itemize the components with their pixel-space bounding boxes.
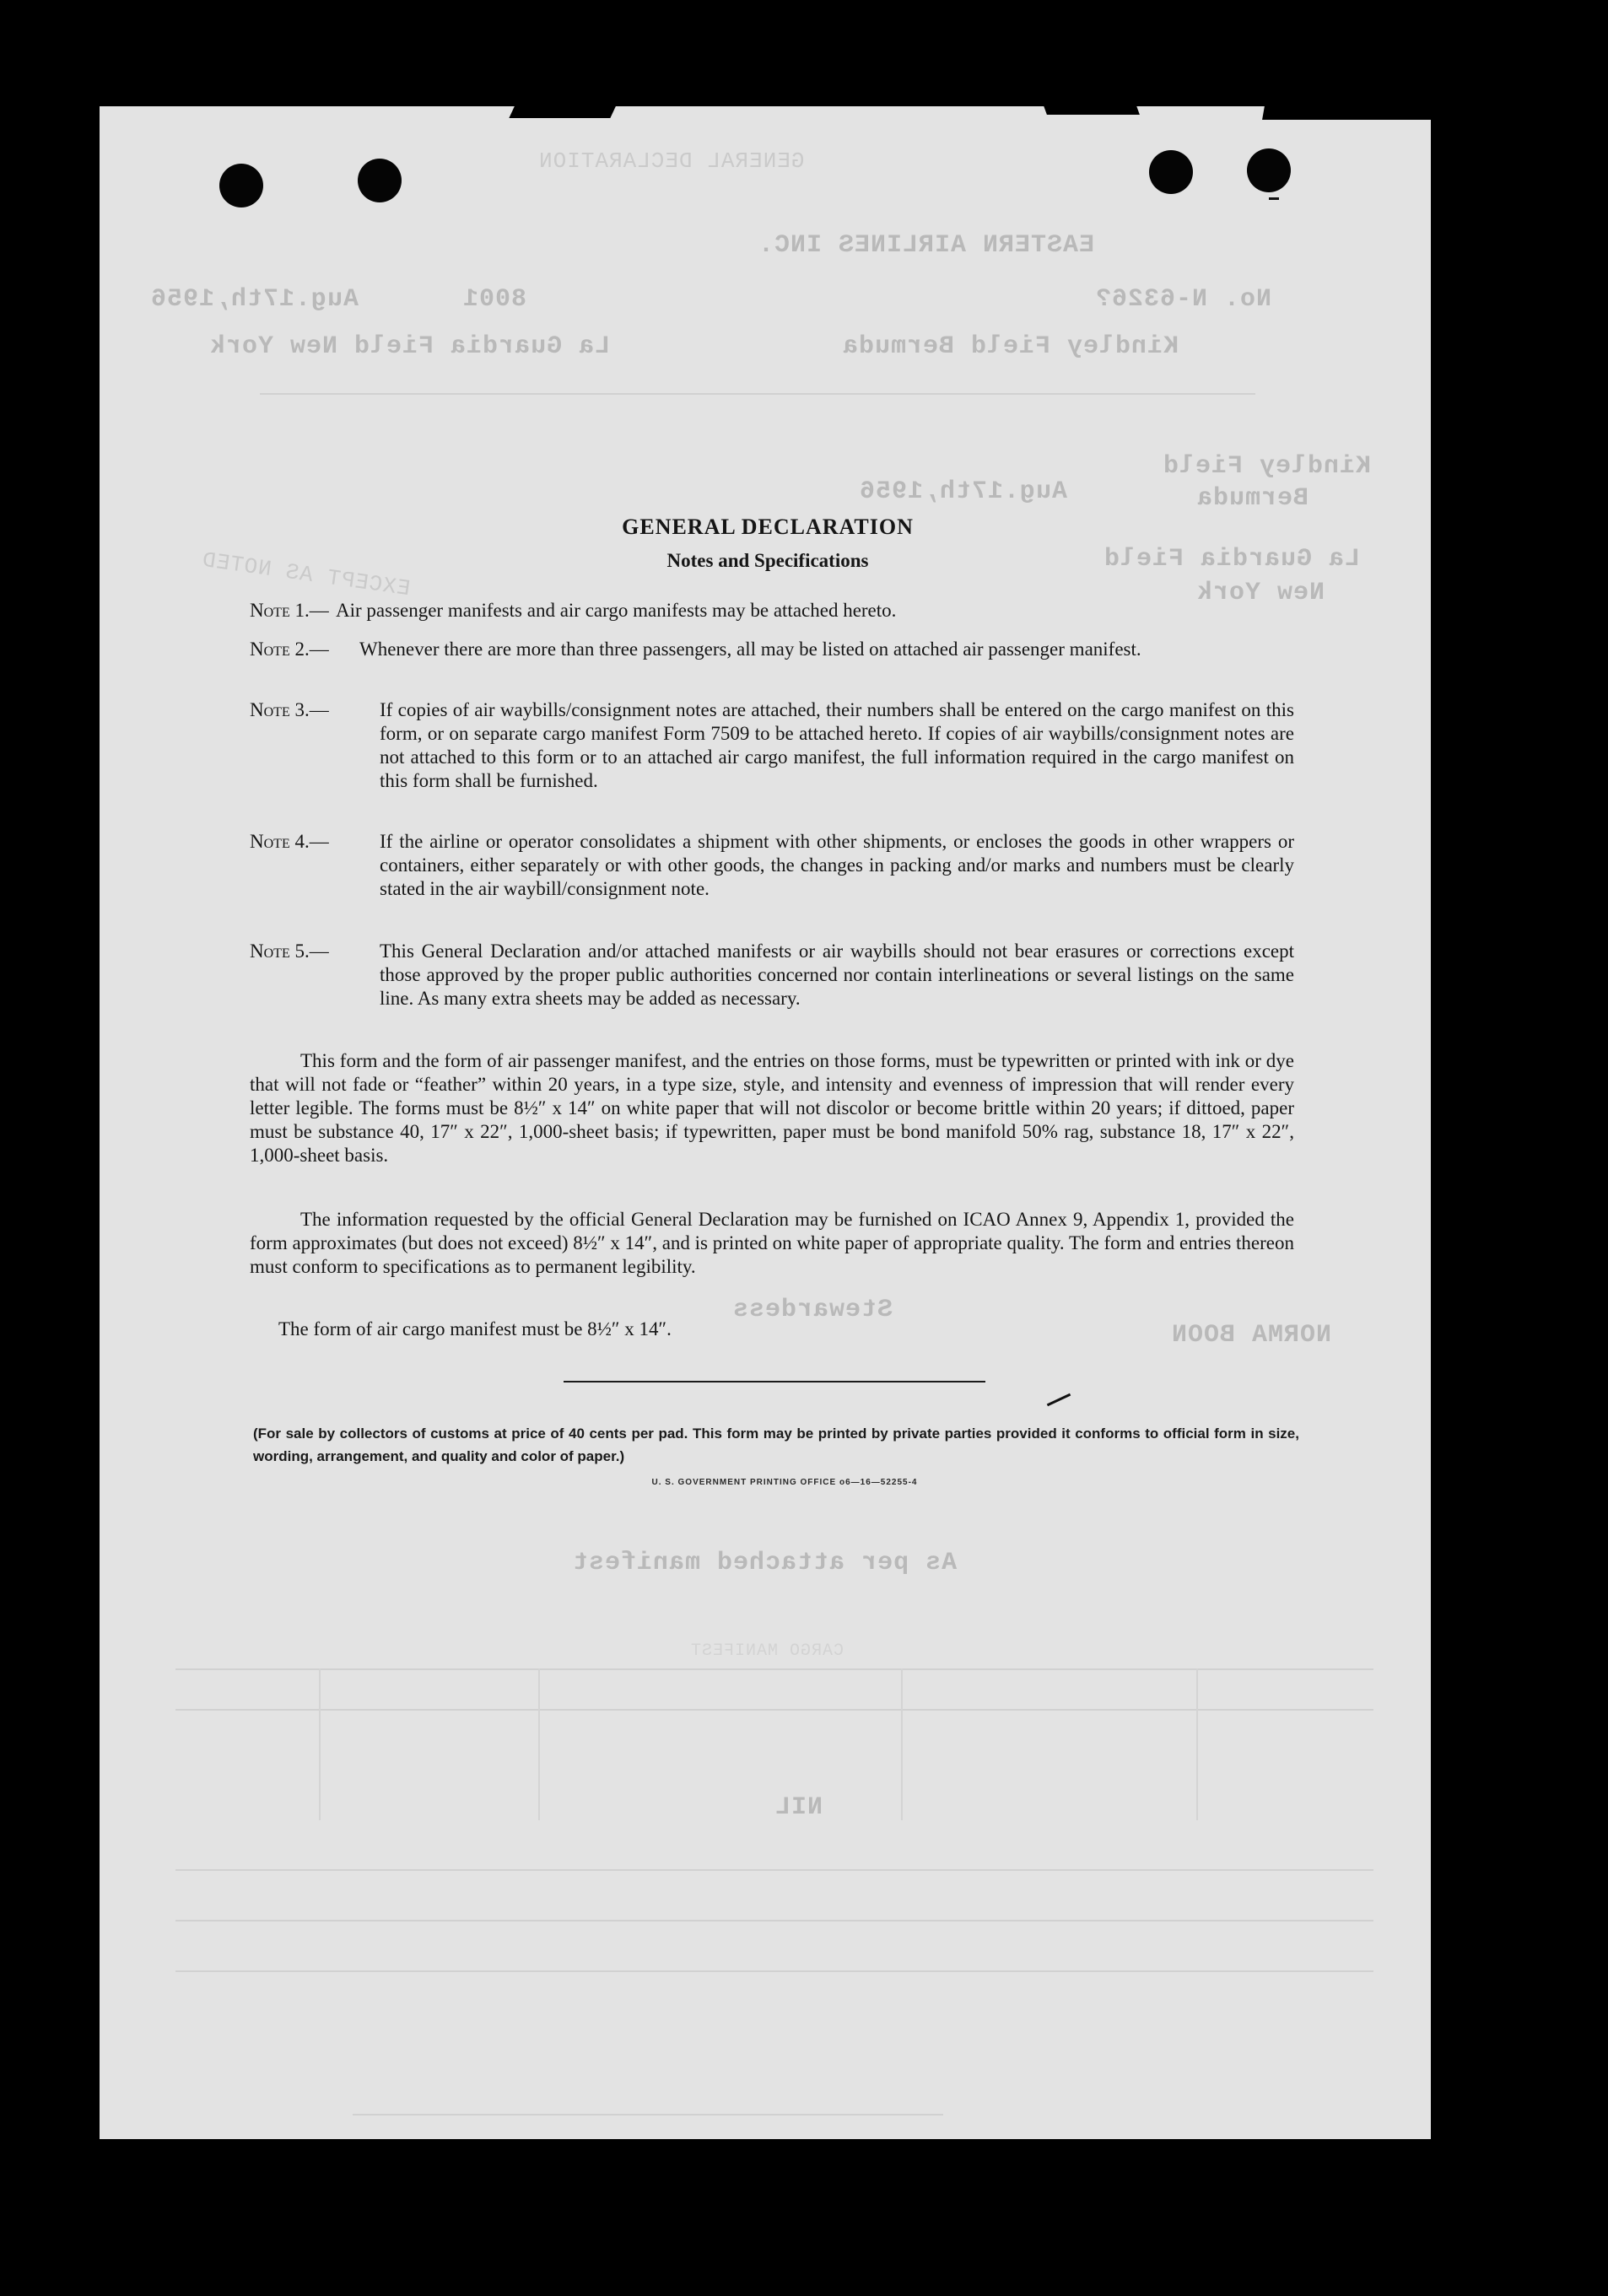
punch-hole xyxy=(358,159,402,202)
note-label: Note 3.— xyxy=(250,699,329,720)
note-text: If copies of air waybills/consignment notes are attached, their numbers shall be entered on the cargo manifest on this form, or on separate cargo manifest Form 7509 to be attached hereto. If copies of air waybills/consignment notes are not attached to this form or to an attached air cargo manifest, the full information required in the cargo manifest on this form shall be furnished. xyxy=(380,699,1294,791)
show-through-route-place-1: Kindley Field xyxy=(1163,452,1372,481)
torn-edge xyxy=(1042,101,1140,115)
show-through-header: GENERAL DECLARATION xyxy=(538,148,805,174)
torn-edge xyxy=(509,101,618,118)
show-through-departure: Kindley Field Bermuda xyxy=(842,332,1179,361)
show-through-date: Aug.17th,1956 xyxy=(150,285,359,314)
show-through-airline: EASTERN AIRLINES INC. xyxy=(758,231,1095,260)
show-through-rule xyxy=(175,1970,1373,1972)
show-through-flight-no: 8001 xyxy=(462,285,527,314)
show-through-rule xyxy=(175,1709,1373,1711)
show-through-reg-no: No. N-6326? xyxy=(1095,285,1272,314)
punch-hole xyxy=(219,164,263,208)
show-through-route-place-2: La Guardia Field xyxy=(1103,545,1361,574)
punch-hole xyxy=(1149,150,1193,194)
note-3 xyxy=(250,698,1294,793)
note-label: Note 2.— xyxy=(250,639,329,660)
show-through-cargo-value: NIL xyxy=(774,1793,823,1822)
show-through-arrival: La Guardia Field New York xyxy=(209,332,611,361)
show-through-crew-note: Stewardess xyxy=(732,1296,893,1324)
sale-notice: (For sale by collectors of customs at price of 40 cents per pad. This form may be printed by private parties provided it conforms to official form in size, wording, arrangement, and quality and color of paper.) xyxy=(253,1426,1299,1464)
punch-hole xyxy=(1247,148,1291,192)
page-subtitle: Notes and Specifications xyxy=(666,550,869,571)
show-through-cargo-note: As per attached manifest xyxy=(572,1549,958,1577)
note-label: Note 1.— xyxy=(250,600,329,621)
note-2 xyxy=(250,638,1294,661)
show-through-rule xyxy=(1196,1668,1198,1820)
show-through-rule xyxy=(319,1668,321,1820)
note-text: If the airline or operator consolidates a shipment with other shipments, or encloses the goods in other wrappers or containers, either separately or with other goods, the changes in packing and/or marks and numbers must be clearly stated in the air waybill/consignment note. xyxy=(380,831,1294,899)
show-through-cargo-header: CARGO MANIFEST xyxy=(690,1641,844,1661)
form-specification-paragraph: This form and the form of air passenger manifest, and the entries on those forms, must be typewritten or printed with ink or dye that will not fade or “feather” within 20 years, in a type size, style, and intensity and evenness of impression that will render every letter legible. The forms must be 8½″ x 14″ on white paper that will not discolor or become brittle within 20 years; if dittoed, paper must be substance 40, 17″ x 22″, 1,000-sheet basis; if typewritten, paper must be bond manifold 50% rag, substance 18, 17″ x 22″, 1,000-sheet basis. xyxy=(250,1050,1294,1166)
show-through-stamp: EXCEPT AS NOTED xyxy=(200,547,412,602)
note-text: Air passenger manifests and air cargo manifests may be attached hereto. xyxy=(336,600,897,621)
show-through-rule xyxy=(175,1869,1373,1871)
note-1 xyxy=(250,599,1294,623)
show-through-rule xyxy=(175,1920,1373,1921)
show-through-route-date: Aug.17th,1956 xyxy=(859,477,1068,506)
pen-mark xyxy=(1047,1393,1071,1406)
show-through-route-place-1b: Bermuda xyxy=(1196,484,1309,513)
note-4 xyxy=(250,830,1294,901)
page-title: GENERAL DECLARATION xyxy=(622,515,914,539)
cargo-manifest-paragraph: The form of air cargo manifest must be 8½″ x 14″. xyxy=(278,1318,672,1339)
icao-paragraph: The information requested by the official General Declaration may be furnished on ICAO Annex 9, Appendix 1, provided the form approximates (but does not exceed) 8½″ x 14″, and is printed on white paper of appropriate quality. The form and entries thereon must conform to specifications as to permanent legibility. xyxy=(250,1209,1294,1277)
show-through-rule xyxy=(175,1668,1373,1670)
show-through-crew-name: NORMA BOON xyxy=(1171,1321,1332,1350)
note-text: Whenever there are more than three passengers, all may be listed on attached air passenger manifest. xyxy=(359,639,1141,660)
divider xyxy=(564,1381,985,1382)
show-through-rule xyxy=(260,393,1255,395)
printing-office-imprint: U. S. GOVERNMENT PRINTING OFFICE o6—16—52255-4 xyxy=(651,1478,918,1487)
note-text: This General Declaration and/or attached manifests or air waybills should not bear erasures or corrections except those approved by the proper public authorities concerned nor contain interlineations or several listings on the same line. As many extra sheets may be added as necessary. xyxy=(380,940,1294,1009)
show-through-rule xyxy=(353,2114,943,2115)
show-through-rule xyxy=(901,1668,903,1820)
note-5 xyxy=(250,940,1294,1011)
torn-edge xyxy=(1262,101,1443,120)
note-label: Note 5.— xyxy=(250,940,329,962)
show-through-route-place-2b: New York xyxy=(1196,579,1325,607)
pen-mark xyxy=(1269,197,1279,200)
note-label: Note 4.— xyxy=(250,831,329,852)
show-through-rule xyxy=(538,1668,540,1820)
